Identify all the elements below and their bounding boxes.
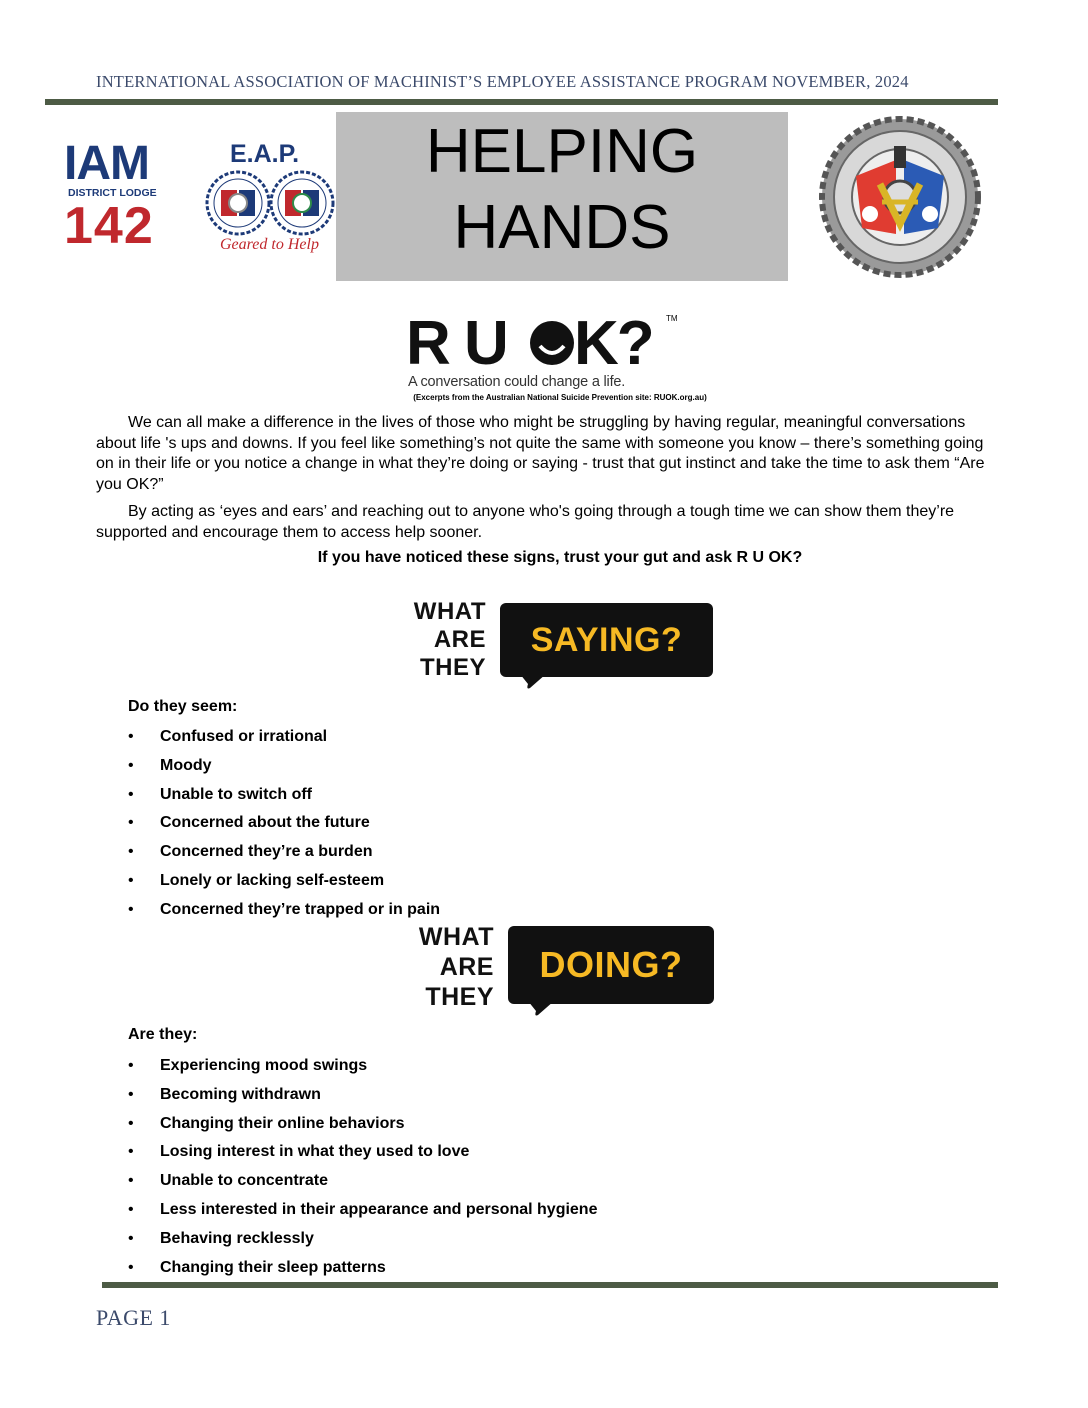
machinists-gear-icon [810, 116, 990, 278]
banner-word-are: ARE [439, 953, 494, 981]
eap-logo-title: E.A.P. [230, 140, 300, 168]
bottom-rule [102, 1282, 998, 1288]
ruok-tagline: A conversation could change a life. [408, 374, 626, 390]
page-number: PAGE 1 [96, 1305, 171, 1330]
speech-bubble-tail-icon [520, 674, 546, 690]
ruok-source-note: (Excerpts from the Australian National Suicide Prevention site: RUOK.org.au) [413, 393, 707, 402]
iam-logo-subtitle: DISTRICT LODGE [68, 187, 157, 199]
list-item: • Losing interest in what they used to love [128, 1142, 597, 1171]
what-are-they-stack [404, 922, 494, 1012]
second-paragraph-text: By acting as ‘eyes and ears’ and reaching out to anyone who's going through a tough time we can show them they’re supported and encourage them to access help sooner. [96, 503, 955, 541]
list-item: • Behaving recklessly [128, 1229, 597, 1258]
list-item: • Experiencing mood swings [128, 1056, 597, 1085]
svg-text:R U: R U [406, 310, 507, 376]
title-line-2: HANDS [453, 193, 671, 262]
banner-word-they: THEY [419, 654, 486, 681]
list-item: • Changing their online behaviors [128, 1114, 597, 1143]
eap-logo [204, 140, 336, 260]
doing-speech-bubble: DOING? [508, 926, 714, 1004]
list-item: • Becoming withdrawn [128, 1085, 597, 1114]
title-line-1: HELPING [425, 117, 699, 186]
list-item: • Less interested in their appearance and personal hygiene [128, 1200, 597, 1229]
ruok-logo [406, 310, 686, 390]
intro-paragraph [96, 413, 996, 495]
intro-paragraph-text: We can all make a difference in the lives of those who might be struggling by having regular, meaningful conversations about life 's ups and downs. If you feel like something’s not quite the same with someone you know – there’s something going on in their life or you notice a change in what they’re doing or saying - trust that gut instinct and take the time to ask them “Are you OK?” [96, 414, 985, 493]
callout-line: If you have noticed these signs, trust your gut and ask R U OK? [317, 549, 803, 566]
list-item: • Concerned they’re trapped or in pain [128, 900, 440, 929]
what-are-they-stack [404, 598, 486, 682]
banner-word-are: ARE [433, 626, 486, 653]
list-item: • Unable to concentrate [128, 1171, 597, 1200]
iam-district-lodge-logo [64, 137, 164, 255]
second-paragraph [96, 502, 996, 543]
doing-signs-list [128, 1056, 597, 1286]
banner-word-what: WHAT [413, 598, 486, 625]
svg-text:K?: K? [574, 310, 653, 376]
list-item: • Confused or irrational [128, 727, 440, 756]
list-item: • Moody [128, 756, 440, 785]
eap-logo-tagline: Geared to Help [220, 236, 319, 253]
speech-bubble-tail-icon [528, 1001, 554, 1017]
banner-word-what: WHAT [418, 923, 494, 951]
ruok-wordmark-icon [406, 310, 676, 376]
what-are-they-saying-banner [404, 598, 716, 692]
list-item: • Concerned they’re a burden [128, 842, 440, 871]
iam-machinists-gear-logo [810, 116, 990, 278]
doing-list-label: Are they: [128, 1026, 198, 1043]
iam-logo-text: IAM [64, 137, 149, 190]
list-item: • Changing their sleep patterns [128, 1258, 597, 1287]
list-item: • Concerned about the future [128, 813, 440, 842]
saying-speech-bubble: SAYING? [500, 603, 713, 677]
banner-word-they: THEY [425, 983, 494, 1011]
ruok-trademark: TM [666, 314, 678, 323]
saying-signs-list [128, 727, 440, 929]
saying-list-label: Do they seem: [128, 698, 238, 715]
newsletter-title-box [336, 112, 788, 281]
list-item: • Unable to switch off [128, 785, 440, 814]
running-header: INTERNATIONAL ASSOCIATION OF MACHINIST’S EMPLOYEE ASSISTANCE PROGRAM NOVEMBER, 2024 [96, 72, 909, 91]
what-are-they-doing-banner [404, 922, 716, 1018]
eap-gear-emblems-icon [204, 170, 336, 236]
list-item: • Lonely or lacking self-esteem [128, 871, 440, 900]
top-rule [45, 99, 998, 105]
iam-logo-number: 142 [64, 197, 154, 255]
